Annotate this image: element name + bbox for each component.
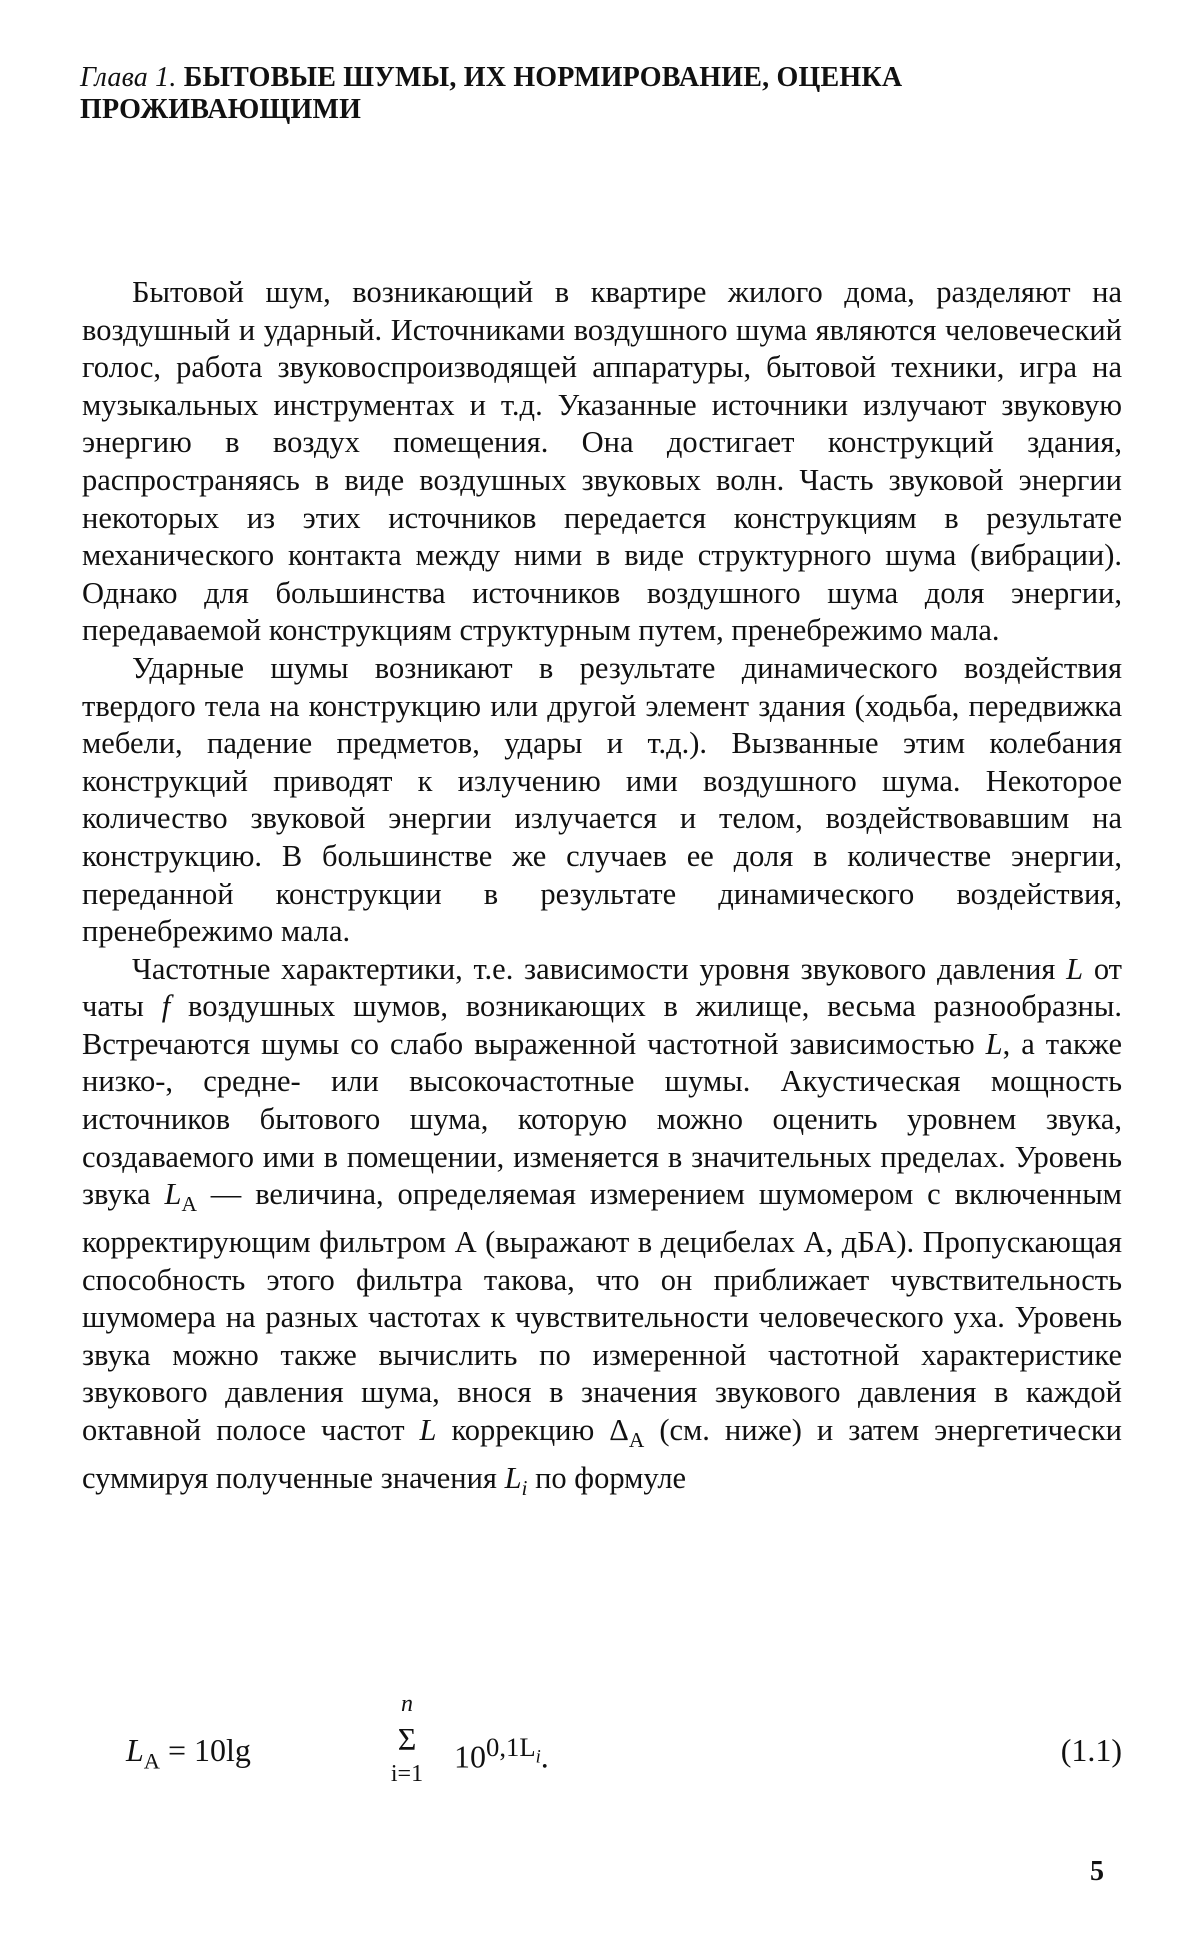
body-text [82, 274, 1122, 1507]
summation-operator: n Σ i=1 [390, 1691, 424, 1787]
formula-term: $10^{0,1L_i}$. [454, 1732, 549, 1775]
page-number: 5 [1090, 1856, 1104, 1887]
paragraph-3: Частотные характертики, т.е. зависимости уровня звукового давления L от чаты f воздушных шумов, возникающих в жилище, весьма разнообразны. Встречаются шумы со слабо выраженной частотной зависимостью L, а также низко-, средне- или высокочастотные шумы. Акустическая мощность источников бытового шума, которую можно оценить уровнем звука, создаваемого ими в помещении, изменяется в значительных пределах. Уровень звука $L_A$ — величина, определяемая измерением шумомером с включенным корректирующим фильтром А (выражают в децибелах А, дБА). Пропускающая способность этого фильтра такова, что он приближает чувствительность шумомера на разных частотах к чувствительности человеческого уха. Уровень звука можно также вычислить по измеренной частотной характеристике звукового давления шума, внося в значения звукового давления в каждой октавной полосе частот L коррекцию $\Delta_A$ (см. ниже) и затем энергетически суммируя полученные значения $L_i$ по формуле [82, 951, 1123, 1500]
chapter-number: Глава 1. [80, 62, 177, 93]
paragraph-2: Ударные шумы возникают в результате динамического воздействия твердого тела на конструкцию или другой элемент здания (ходьба, передвижка мебели, падение предметов, удары и т.д.). Вызванные этим колебания конструкций приводят к излучению ими воздушного шума. Некоторое количество звуковой энергии излучается и телом, воздействовавшим на конструкцию. В большинстве же случаев ее доля в количестве энергии, переданной конструкции в результате динамического воздействия, пренебрежимо мала. [82, 650, 1122, 949]
chapter-header [80, 62, 1120, 126]
formula-lhs: $L_A = 10\lg$ [126, 1732, 251, 1774]
formula-1-1 [82, 1690, 1122, 1810]
paragraph-1: Бытовой шум, возникающий в квартире жилого дома, разделяют на воздушный и ударный. Источниками воздушного шума являются человеческий голос, работа звуковоспроизводящей аппаратуры, бытовой техники, игра на музыкальных инструментах и т.д. Указанные источники излучают звуковую энергию в воздух помещения. Она достигает конструкций здания, распространяясь в виде воздушных звуковых волн. Часть звуковой энергии некоторых из этих источников передается конструкциям в результате механического контакта между ними в виде структурного шума (вибрации). Однако для большинства источников воздушного шума доля энергии, передаваемой конструкциям структурным путем, пренебрежимо мала. [82, 275, 1122, 648]
equation-number: (1.1) [1060, 1732, 1122, 1768]
chapter-title: БЫТОВЫЕ ШУМЫ, ИХ НОРМИРОВАНИЕ, ОЦЕНКА ПРОЖИВАЮЩИМИ [80, 62, 903, 125]
